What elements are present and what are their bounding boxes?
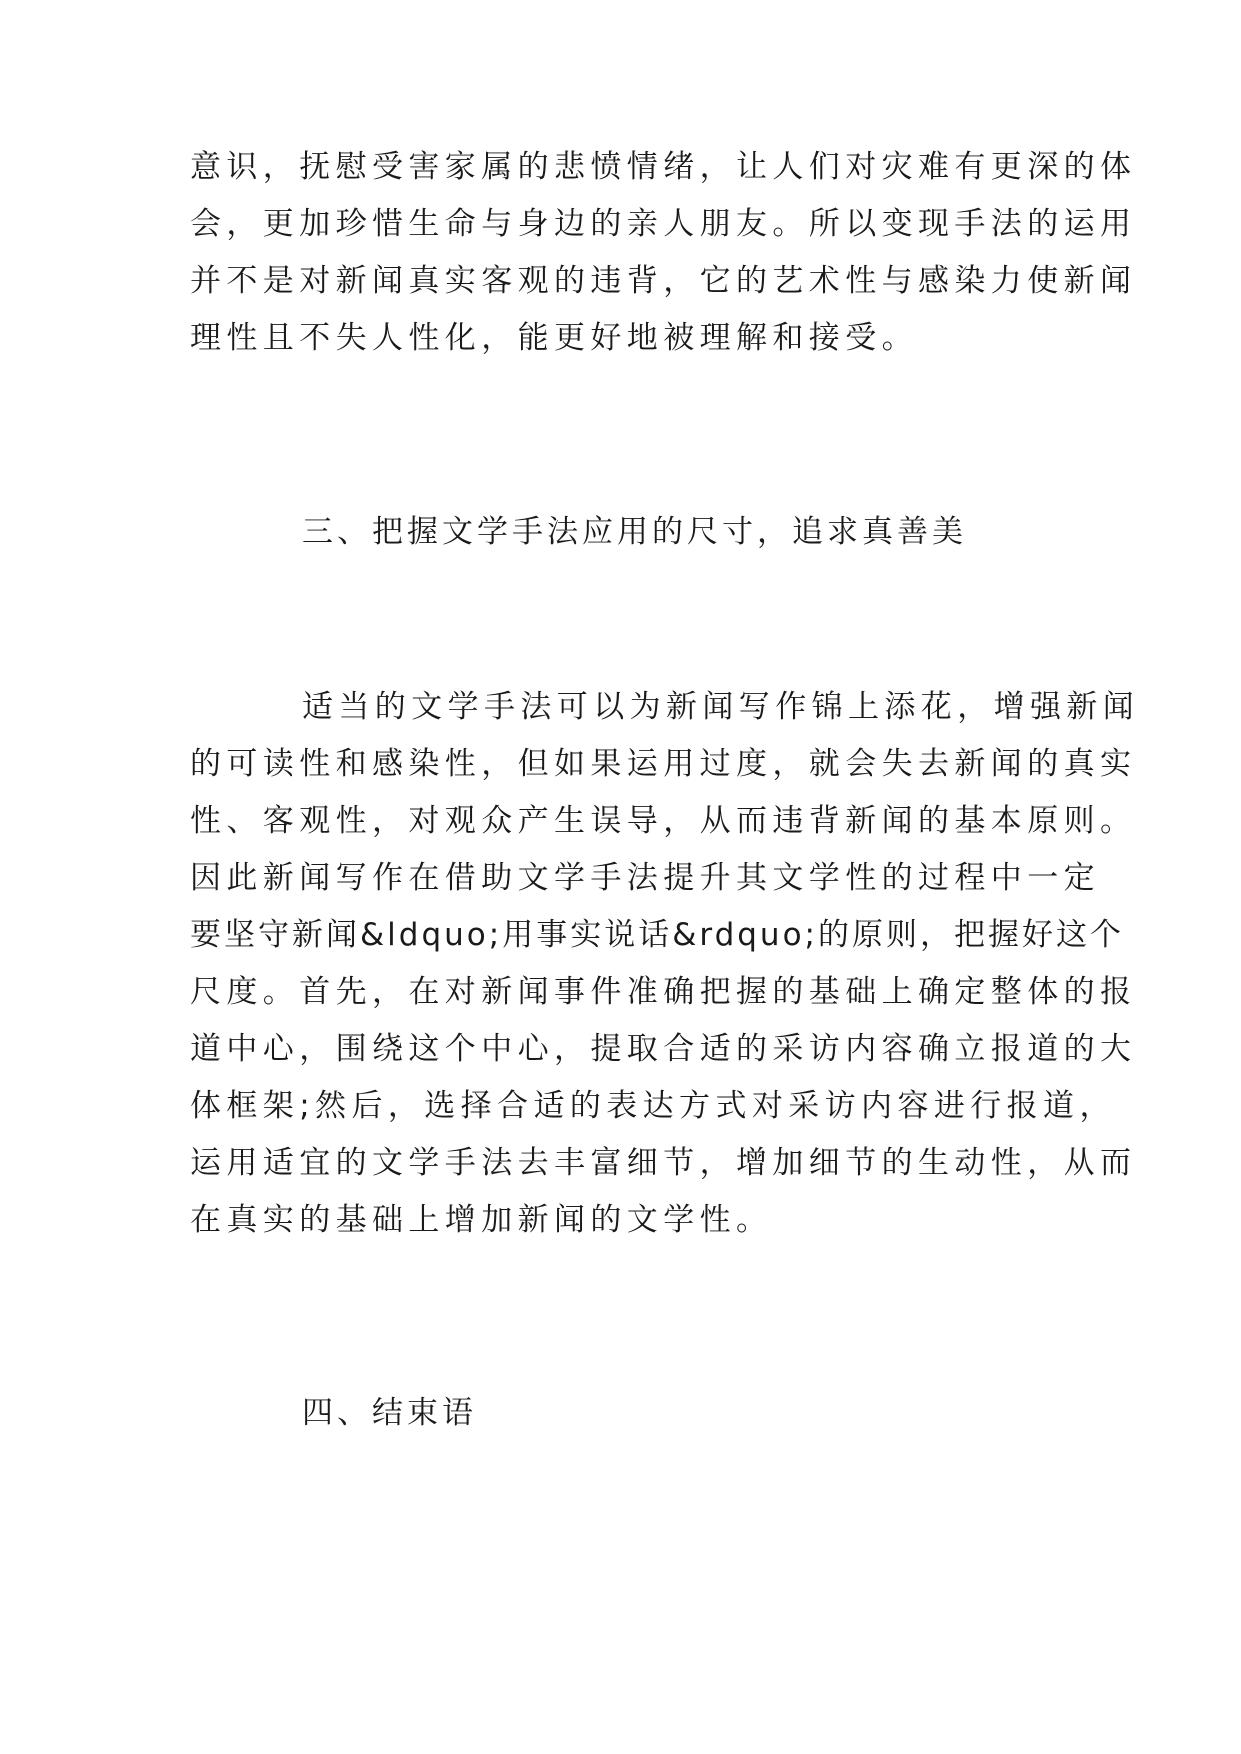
text-line: 体框架;然后，选择合适的表达方式对采访内容进行报道， (190, 1088, 1116, 1124)
text-line: 适当的文学手法可以为新闻写作锦上添花，增强新闻 (302, 689, 1140, 725)
text-line: 意识，抚慰受害家属的悲愤情绪，让人们对灾难有更深的体 (190, 149, 1137, 185)
text-line: 性、客观性，对观众产生误导，从而违背新闻的基本原则。 (190, 803, 1137, 839)
section-heading-3: 三、把握文学手法应用的尺寸，追求真善美 (302, 514, 967, 550)
text-line: 因此新闻写作在借助文学手法提升其文学性的过程中一定 (190, 860, 1100, 896)
text-line: 尺度。首先，在对新闻事件准确把握的基础上确定整体的报 (190, 974, 1137, 1010)
section-heading-4: 四、结束语 (302, 1395, 477, 1431)
text-line: 会，更加珍惜生命与身边的亲人朋友。所以变现手法的运用 (190, 206, 1137, 242)
text-line: 要坚守新闻&ldquo;用事实说话&rdquo;的原则，把握好这个 (190, 917, 1124, 953)
text-line: 道中心，围绕这个中心，提取合适的采访内容确立报道的大 (190, 1031, 1137, 1067)
text-line: 在真实的基础上增加新闻的文学性。 (190, 1202, 773, 1238)
text-line: 并不是对新闻真实客观的违背，它的艺术性与感染力使新闻 (190, 263, 1137, 299)
text-line: 理性且不失人性化，能更好地被理解和接受。 (190, 320, 918, 356)
text-line: 的可读性和感染性，但如果运用过度，就会失去新闻的真实 (190, 746, 1137, 782)
text-line: 运用适宜的文学手法去丰富细节，增加细节的生动性，从而 (190, 1145, 1137, 1181)
